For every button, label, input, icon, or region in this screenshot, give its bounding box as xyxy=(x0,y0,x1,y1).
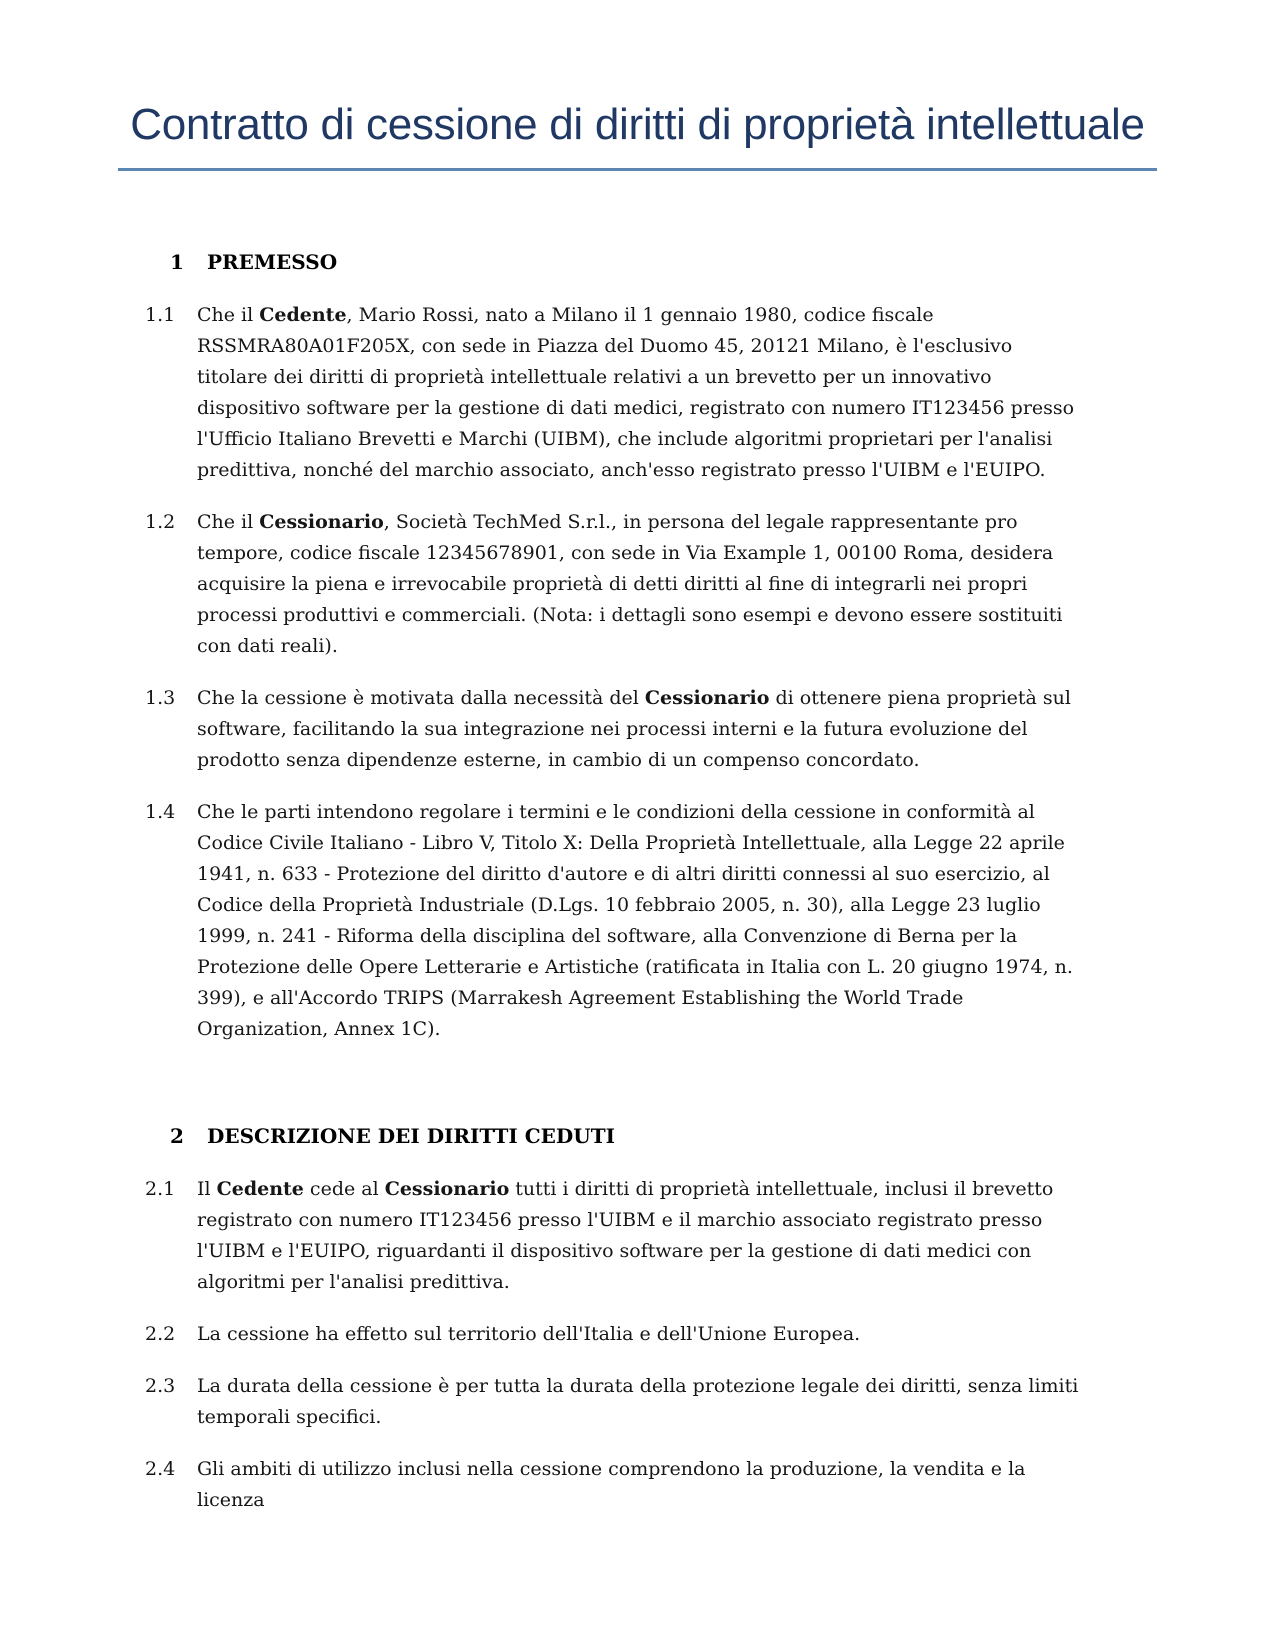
clause-text: Il Cedente cede al Cessionario tutti i diritti di proprietà intellettuale, inclusi il brevetto registrato con numero IT123456 presso l'UIBM e il marchio associato registrato presso l'UIBM e l'EUIPO, riguardanti il dispositivo software per la gestione di dati medici con algoritmi per l'analisi predittiva. xyxy=(197,1178,1054,1293)
contract-clause xyxy=(145,1174,1275,1298)
contract-clause xyxy=(145,683,1275,776)
clause-text: Che la cessione è motivata dalla necessità del Cessionario di ottenere piena proprietà sul software, facilitando la sua integrazione nei processi interni e la futura evoluzione del prodotto senza dipendenze esterne, in cambio di un compenso concordato. xyxy=(197,687,1071,771)
clause-number: 2.3 xyxy=(145,1375,176,1397)
contract-section xyxy=(145,1120,1275,1516)
contract-clause xyxy=(145,507,1275,662)
document-body xyxy=(0,246,1275,1516)
clause-number: 1.3 xyxy=(145,687,176,709)
clause-number: 1.4 xyxy=(145,801,176,823)
clause-number: 1.2 xyxy=(145,511,176,533)
contract-clause xyxy=(145,1454,1275,1516)
clause-number: 2.4 xyxy=(145,1458,176,1480)
section-number: 2 xyxy=(170,1124,184,1148)
clause-text: Che le parti intendono regolare i termini e le condizioni della cessione in conformità al Codice Civile Italiano - Libro V, Titolo X: Della Proprietà Intellettuale, alla Legge 22 aprile 1941, n. 633 - Protezione del diritto d'autore e di altri diritti connessi al suo esercizio, al Codice della Proprietà Industriale (D.Lgs. 10 febbraio 2005, n. 30), alla Legge 23 luglio 1999, n. 241 - Riforma della disciplina del software, alla Convenzione di Berna per la Protezione delle Opere Letterarie e Artistiche (ratificata in Italia con L. 20 giugno 1974, n. 399), e all'Accordo TRIPS (Marrakesh Agreement Establishing the World Trade Organization, Annex 1C). xyxy=(197,801,1073,1040)
clause-text: Che il Cessionario, Società TechMed S.r.l., in persona del legale rappresentante pro tempore, codice fiscale 12345678901, con sede in Via Example 1, 00100 Roma, desidera acquisire la piena e irrevocabile proprietà di detti diritti al fine di integrarli nei propri processi produttivi e commerciali. (Nota: i dettagli sono esempi e devono essere sostituiti con dati reali). xyxy=(197,511,1063,657)
clause-number: 2.1 xyxy=(145,1178,176,1200)
clause-number: 1.1 xyxy=(145,304,176,326)
clause-text: Che il Cedente, Mario Rossi, nato a Milano il 1 gennaio 1980, codice fiscale RSSMRA80A01F205X, con sede in Piazza del Duomo 45, 20121 Milano, è l'esclusivo titolare dei diritti di proprietà intellettuale relativi a un brevetto per un innovativo dispositivo software per la gestione di dati medici, registrato con numero IT123456 presso l'Ufficio Italiano Brevetti e Marchi (UIBM), che include algoritmi proprietari per l'analisi predittiva, nonché del marchio associato, anch'esso registrato presso l'UIBM e l'EUIPO. xyxy=(197,304,1075,481)
section-title: DESCRIZIONE DEI DIRITTI CEDUTI xyxy=(207,1124,615,1148)
section-title: PREMESSO xyxy=(207,250,338,274)
document-header xyxy=(0,93,1275,171)
section-heading xyxy=(145,246,1275,279)
clause-text: Gli ambiti di utilizzo inclusi nella cessione comprendono la produzione, la vendita e la licenza xyxy=(197,1458,1026,1511)
contract-section xyxy=(145,246,1275,1045)
title-rule xyxy=(118,168,1157,171)
document-title: Contratto di cessione di diritti di proprietà intellettuale xyxy=(130,100,1145,149)
clause-text: La durata della cessione è per tutta la durata della protezione legale dei diritti, senza limiti temporali specifici. xyxy=(197,1375,1079,1428)
contract-clause xyxy=(145,797,1275,1045)
clause-text: La cessione ha effetto sul territorio dell'Italia e dell'Unione Europea. xyxy=(197,1323,861,1345)
clause-number: 2.2 xyxy=(145,1323,176,1345)
contract-clause xyxy=(145,1319,1275,1350)
section-number: 1 xyxy=(170,250,184,274)
contract-clause xyxy=(145,300,1275,486)
contract-clause xyxy=(145,1371,1275,1433)
section-heading xyxy=(145,1120,1275,1153)
